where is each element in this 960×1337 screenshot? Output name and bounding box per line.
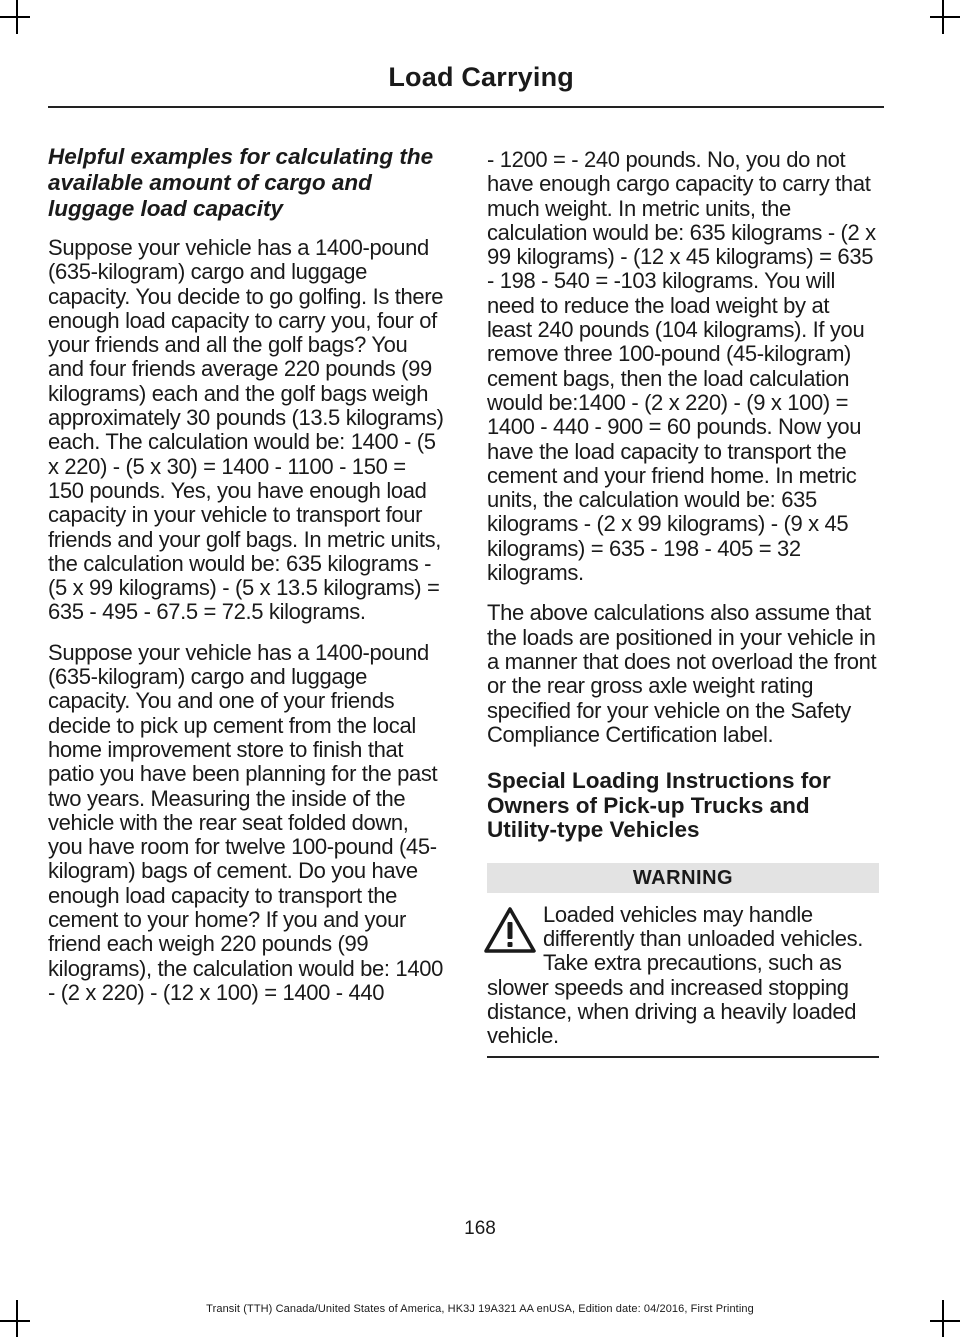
paragraph: - 1200 = - 240 pounds. No, you do not have enough cargo capacity to carry that much weight. In metric units, the calculation would be: 635 kilograms - (2 x 99 kilograms) - (12 x 45 kilograms) = 635 - 198 - 540 = -103 kilograms. You will need to reduce the load weight by at least 240 pounds (104 kilograms). If you remove three 100-pound (45-kilogram) cement bags, then the load calculation would be:1400 - (2 x 220) - (9 x 100) = 1400 - 440 - 900 = 60 pounds. Now you have the load capacity to transport the cement and your friend home. In metric units, the calculation would be: 635 kilograms - (2 x 99 kilograms) - (9 x 45 kilograms) = 635 - 198 - 405 = 32 kilograms. [487, 147, 876, 586]
warning-divider [487, 1056, 879, 1058]
paragraph: Suppose your vehicle has a 1400-pound (635-kilogram) cargo and luggage capacity. You decide to go golfing. Is there enough load capacity to carry you, four of your friends and all the golf bags? You and four friends average 220 pounds (99 kilograms) each and the golf bags weigh approximately 30 pounds (13.5 kilograms) each. The calculation would be: 1400 - (5 x 220) - (5 x 30) = 1400 - 1100 - 150 = 150 pounds. Yes, you have enough load capacity in your vehicle to transport four friends and your golf bags. In metric units, the calculation would be: 635 kilograms - (5 x 99 kilograms) - (5 x 13.5 kilograms) = 635 - 495 - 67.5 = 72.5 kilograms. [48, 235, 444, 625]
crop-mark-bottom-right-h [930, 1320, 960, 1322]
warning-label: WARNING [487, 863, 879, 893]
warning-box [487, 903, 879, 1049]
left-column [48, 144, 446, 1021]
page-footer: Transit (TTH) Canada/United States of America, HK3J 19A321 AA enUSA, Edition date: 04/2016, First Printing [206, 1303, 754, 1315]
section-title: Special Loading Instructions for Owners of Pick-up Trucks and Utility-type Vehicles [487, 768, 831, 843]
warning-triangle-icon [483, 905, 537, 955]
paragraph: Suppose your vehicle has a 1400-pound (635-kilogram) cargo and luggage capacity. You and one of your friends decide to pick up cement from the local home improvement store to finish that patio you have been planning for the past two years. Measuring the inside of the vehicle with the rear seat folded down, you have room for twelve 100-pound (45-kilogram) bags of cement. Do you have enough load capacity to transport the cement to your home? If you and your friend each weigh 220 pounds (99 kilograms), the calculation would be: 1400 - (2 x 220) - (12 x 100) = 1400 - 440 [48, 639, 443, 1005]
crop-mark-top-left-h [0, 16, 30, 18]
crop-mark-bottom-left-h [0, 1320, 30, 1322]
right-column [487, 148, 879, 1058]
section-subheading: Helpful examples for calculating the available amount of cargo and luggage load capacity [48, 144, 434, 221]
page-number: 168 [464, 1218, 496, 1239]
header-divider [48, 106, 884, 108]
crop-mark-top-right-h [930, 16, 960, 18]
page-header-title: Load Carrying [388, 62, 574, 92]
paragraph: The above calculations also assume that the loads are positioned in your vehicle in a manner that does not overload the front or the rear gross axle weight rating specified for your vehicle on the Safety Compliance Certification label. [487, 600, 877, 747]
warning-text: Loaded vehicles may handle differently than unloaded vehicles. Take extra precautions, such as slower speeds and increased stopping distance, when driving a heavily loaded vehicle. [487, 901, 864, 1049]
